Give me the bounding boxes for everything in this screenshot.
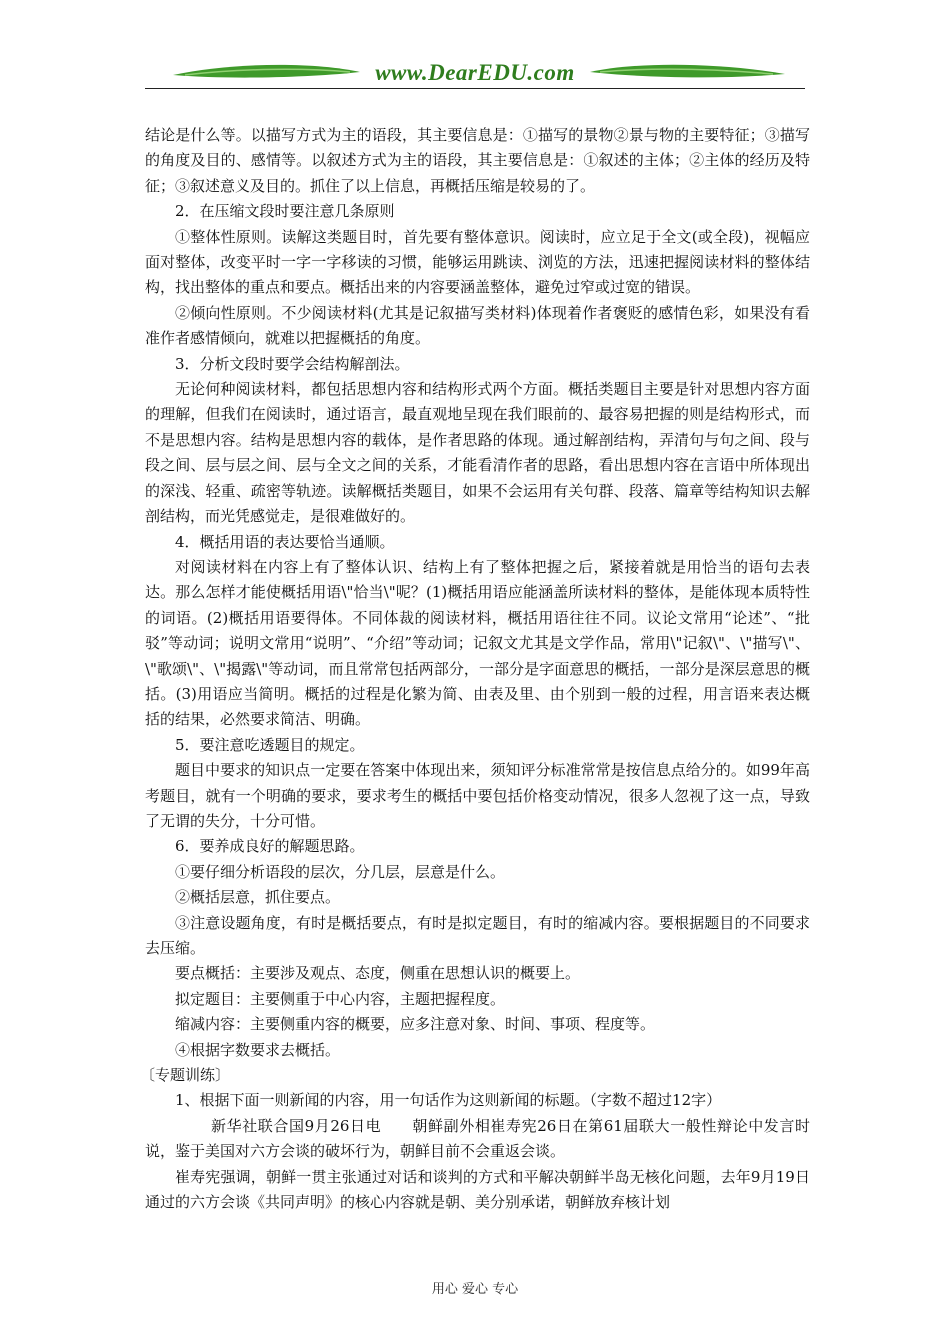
paragraph: 3．分析文段时要学会结构解剖法。	[175, 354, 410, 373]
paragraph: ④根据字数要求去概括。	[175, 1040, 341, 1059]
paragraph: 1、根据下面一则新闻的内容，用一句话作为这则新闻的标题。（字数不超过12字）	[175, 1091, 722, 1110]
paragraph: 2．在压缩文段时要注意几条原则	[175, 202, 395, 221]
paragraph: 无论何种阅读材料，都包括思想内容和结构形式两个方面。概括类题目主要是针对思想内容方面的理解，但我们在阅读时，通过语言，最直观地呈现在我们眼前的、最容易把握的则是结构形式，而不是思想内容。结构是思想内容的载体，是作者思路的体现。通过解剖结构，弄清句与句之间、段与段之间、层与层之间、层与全文之间的关系，才能看清作者的思路，看出思想内容在言语中所体现出的深浅、轻重、疏密等轨迹。读解概括类题目，如果不会运用有关句群、段落、篇章等结构知识去解剖结构，而光凭感觉走，是很难做好的。	[145, 380, 810, 526]
paragraph: ①要仔细分析语段的层次，分几层，层意是什么。	[175, 862, 506, 881]
paragraph: ②倾向性原则。不少阅读材料(尤其是记叙描写类材料)体现着作者褒贬的感情色彩，如果没有看准作者感情倾向，就难以把握概括的角度。	[145, 303, 810, 348]
paragraph: 题目中要求的知识点一定要在答案中体现出来，须知评分标准常常是按信息点给分的。如99年高考题目，就有一个明确的要求，要求考生的概括中要包括价格变动情况，很多人忽视了这一点，导致了无谓的失分，十分可惜。	[145, 761, 810, 830]
paragraph: 5．要注意吃透题目的规定。	[175, 735, 365, 754]
paragraph: 4．概括用语的表达要恰当通顺。	[175, 532, 395, 551]
paragraph: 对阅读材料在内容上有了整体认识、结构上有了整体把握之后，紧接着就是用恰当的语句去表达。那么怎样才能使概括用语\"恰当\"呢？(1)概括用语应能涵盖所读材料的整体，是能体现本质特性的词语。(2)概括用语要得体。不同体裁的阅读材料，概括用语往往不同。议论文常用“论述”、“批驳”等动词；说明文常用“说明”、“介绍”等动词；记叙文尤其是文学作品，常用\"记叙\"、\"描写\"、\"歌颂\"、\"揭露\"等动词，而且常常包括两部分，一部分是字面意思的概括，一部分是深层意思的概括。(3)用语应当简明。概括的过程是化繁为简、由表及里、由个别到一般的过程，用言语来表达概括的结果，必然要求简洁、明确。	[145, 557, 810, 729]
paragraph: 要点概括：主要涉及观点、态度，侧重在思想认识的概要上。	[175, 964, 581, 983]
header-divider	[145, 88, 805, 89]
site-header-banner	[145, 58, 805, 90]
paragraph: 缩减内容：主要侧重内容的概要，应多注意对象、时间、事项、程度等。	[175, 1015, 656, 1034]
page-footer: 用心 爱心 专心	[431, 1282, 519, 1297]
paragraph: ②概括层意，抓住要点。	[175, 888, 341, 907]
paragraph: 拟定题目：主要侧重于中心内容，主题把握程度。	[175, 989, 506, 1008]
paragraph: ①整体性原则。读解这类题目时，首先要有整体意识。阅读时，应立足于全文(或全段)，视幅应面对整体，改变平时一字一字移读的习惯，能够运用跳读、浏览的方法，迅速把握阅读材料的整体结构，找出整体的重点和要点。概括出来的内容要涵盖整体，避免过窄或过宽的错误。	[145, 227, 810, 297]
paragraph: ③注意设题角度，有时是概括要点，有时是拟定题目，有时的缩减内容。要根据题目的不同要求去压缩。	[145, 913, 810, 957]
paragraph: 结论是什么等。以描写方式为主的语段，其主要信息是：①描写的景物②景与物的主要特征；③描写的角度及目的、感情等。以叙述方式为主的语段，其主要信息是：①叙述的主体；②主体的经历及特征；③叙述意义及目的。抓住了以上信息，再概括压缩是较易的了。	[145, 126, 810, 195]
paragraph: 新华社联合国9月26日电 朝鲜副外相崔寿宪26日在第61届联大一般性辩论中发言时说，鉴于美国对六方会谈的破坏行为，朝鲜目前不会重返会谈。	[145, 1116, 810, 1161]
paragraph: 崔寿宪强调，朝鲜一贯主张通过对话和谈判的方式和平解决朝鲜半岛无核化问题，去年9月19日通过的六方会谈《共同声明》的核心内容就是朝、美分别承诺，朝鲜放弃核计划	[145, 1167, 810, 1212]
document-body	[140, 123, 810, 1215]
paragraph: 6．要养成良好的解题思路。	[175, 837, 365, 856]
site-name-logo: www.DearEDU.com	[375, 60, 575, 85]
paragraph: 〔专题训练〕	[140, 1066, 231, 1085]
